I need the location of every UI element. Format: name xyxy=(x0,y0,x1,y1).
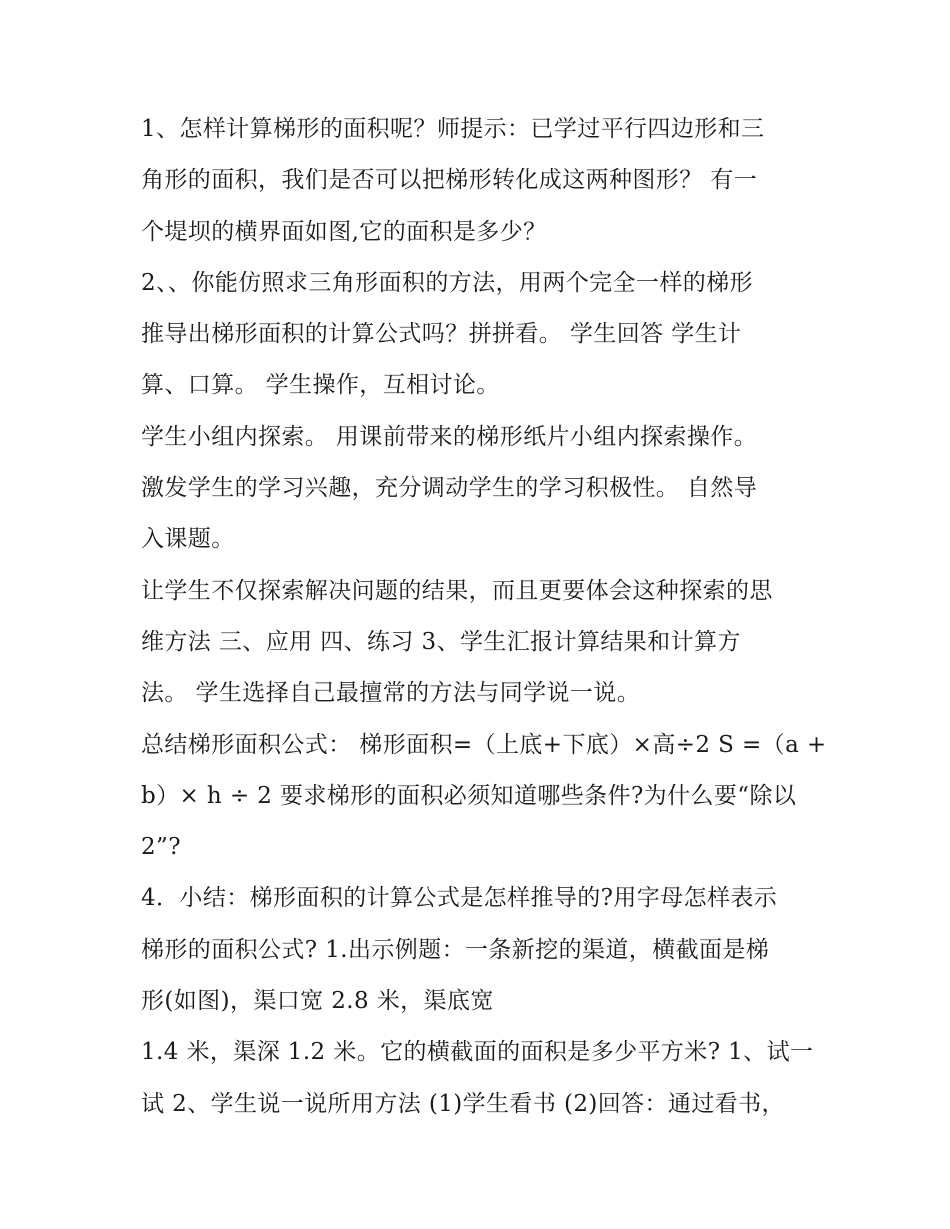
text-line: b）× h ÷ 2 要求梯形的面积必须知道哪些条件?为什么要“除以 xyxy=(141,782,797,809)
text-line: 角形的面积，我们是否可以把梯形转化成这两种图形？ 有一 xyxy=(141,167,758,194)
text-line: 推导出梯形面积的计算公式吗？拼拼看。 学生回答 学生计 xyxy=(141,321,742,348)
document-body xyxy=(141,104,831,1130)
text-line: 让学生不仅探索解决问题的结果，而且更要体会这种探索的思 xyxy=(141,577,773,604)
text-line: 入课题。 xyxy=(141,526,235,553)
text-line: 1.4 米，渠深 1.2 米。它的横截面的面积是多少平方米? 1、试一 xyxy=(141,1039,814,1066)
text-line: 2”? xyxy=(141,834,181,861)
text-line: 学生小组内探索。 用课前带来的梯形纸片小组内探索操作。 xyxy=(141,423,758,450)
text-line: 法。 学生选择自己最擅常的方法与同学说一说。 xyxy=(141,680,641,707)
text-line: 算、口算。 学生操作，互相讨论。 xyxy=(141,372,500,399)
text-line: 梯形的面积公式? 1.出示例题：一条新挖的渠道，横截面是梯 xyxy=(141,936,770,963)
text-line: 个堤坝的横界面如图,它的面积是多少？ xyxy=(141,218,547,245)
text-line: 1、怎样计算梯形的面积呢？师提示：已学过平行四边形和三 xyxy=(141,116,765,142)
text-line: 激发学生的学习兴趣，充分调动学生的学习积极性。 自然导 xyxy=(141,475,758,502)
text-line: 维方法 三、应用 四、练习 3、学生汇报计算结果和计算方 xyxy=(141,628,741,655)
text-line: 试 2、学生说一说所用方法 (1)学生看书 (2)回答：通过看书， xyxy=(141,1090,785,1117)
text-line: 4．小结：梯形面积的计算公式是怎样推导的?用字母怎样表示 xyxy=(141,885,778,912)
text-line: 形(如图)，渠口宽 2.8 米，渠底宽 xyxy=(141,988,494,1015)
text-line: 总结梯形面积公式： 梯形面积=（上底+下底）×高÷2 S =（a + xyxy=(141,731,827,758)
text-line: 2、、你能仿照求三角形面积的方法，用两个完全一样的梯形 xyxy=(141,269,753,296)
